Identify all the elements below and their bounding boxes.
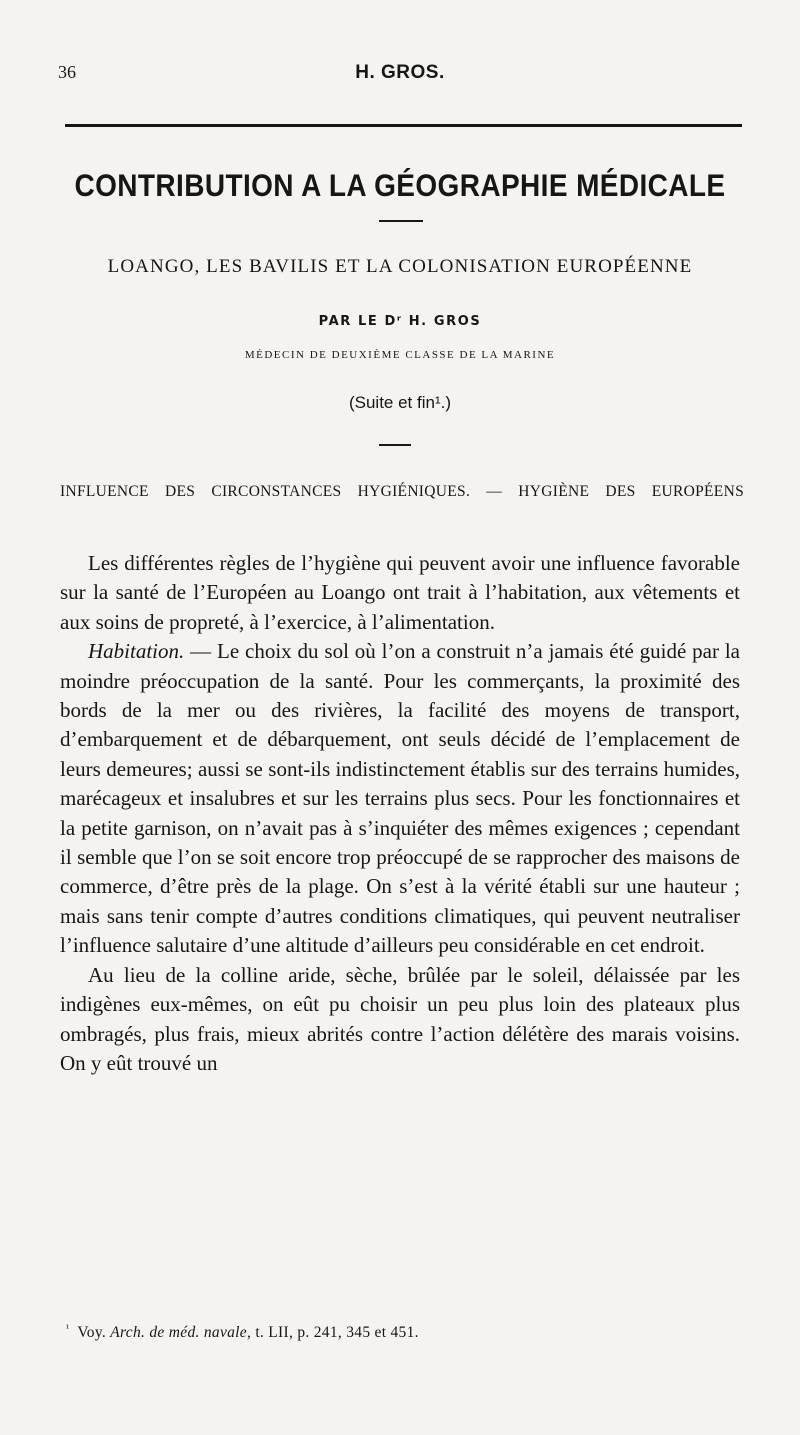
paragraph-text: — Le choix du sol où l’on a construit n’a jamais été guidé par la moindre préoccupation de la santé. Pour les commerçants, la proximité des bords de la mer ou des rivières, la facilité des moyens de transport, d’embarquement et de débarquement, ont seuls décidé de l’emplacement de leurs demeures; aussi se sont-ils indistinctement établis sur des terrains humides, marécageux et insalubres et sur les terrains plus secs. Pour les fonctionnaires et la petite garnison, on n’avait pas à s’inquiéter des mêmes exigences ; cependant il semble que l’on se soit encore trop préoccupé de se rapprocher des maisons de commerce, d’être près de la plage. On s’est à la vérité établi sur une hauteur ; mais sans tenir compte d’autres conditions climatiques, qui peuvent neutraliser l’influence salutaire d’une altitude d’ailleurs peu considérable en cet endroit.	[60, 639, 740, 958]
footnote-citation: Arch. de méd. navale	[110, 1324, 247, 1342]
footnote	[66, 1323, 740, 1342]
paragraph	[60, 549, 740, 637]
paragraph-text: Au lieu de la colline aride, sèche, brûlée par le soleil, délaissée par les indigènes eux-mêmes, on eût pu choisir un peu plus loin des plateaux plus ombragés, plus frais, mieux abrités contre l’action délétère des marais voisins. On y eût trouvé un	[60, 962, 740, 1075]
paragraph-text: Les différentes règles de l’hygiène qui peuvent avoir une influence favorable sur la santé de l’Européen au Loango ont trait à l’habitation, aux vêtements et aux soins de propreté, à l’exercice, à l’alimentation.	[60, 551, 740, 634]
paragraph-lead: Habitation.	[88, 639, 185, 664]
footnote-suffix: , t. LII, p. 241, 345 et 451.	[246, 1324, 419, 1342]
section-heading: INFLUENCE DES CIRCONSTANCES HYGIÉNIQUES. — HYGIÈNE DES EUROPÉENS	[60, 483, 744, 500]
footnote-prefix: Voy.	[77, 1324, 111, 1342]
header-rule	[65, 124, 742, 127]
paragraph	[60, 961, 740, 1079]
article-title: CONTRIBUTION A LA GÉOGRAPHIE MÉDICALE	[74, 168, 726, 203]
footnote-mark: ¹	[66, 1323, 70, 1334]
page-number: 36	[58, 62, 76, 82]
continuation-note: (Suite et fin¹.)	[348, 393, 452, 412]
running-head	[58, 58, 742, 88]
title-divider	[379, 220, 423, 222]
section-divider	[379, 444, 411, 446]
body-text	[60, 549, 740, 1078]
author-credential: MÉDECIN DE DEUXIÈME CLASSE DE LA MARINE	[244, 349, 556, 361]
article-subtitle: LOANGO, LES BAVILIS ET LA COLONISATION EUROPÉENNE	[107, 256, 693, 277]
paragraph	[60, 637, 740, 960]
running-title: H. GROS.	[355, 62, 445, 83]
author-byline: PAR LE Dʳ H. GROS	[318, 314, 482, 329]
